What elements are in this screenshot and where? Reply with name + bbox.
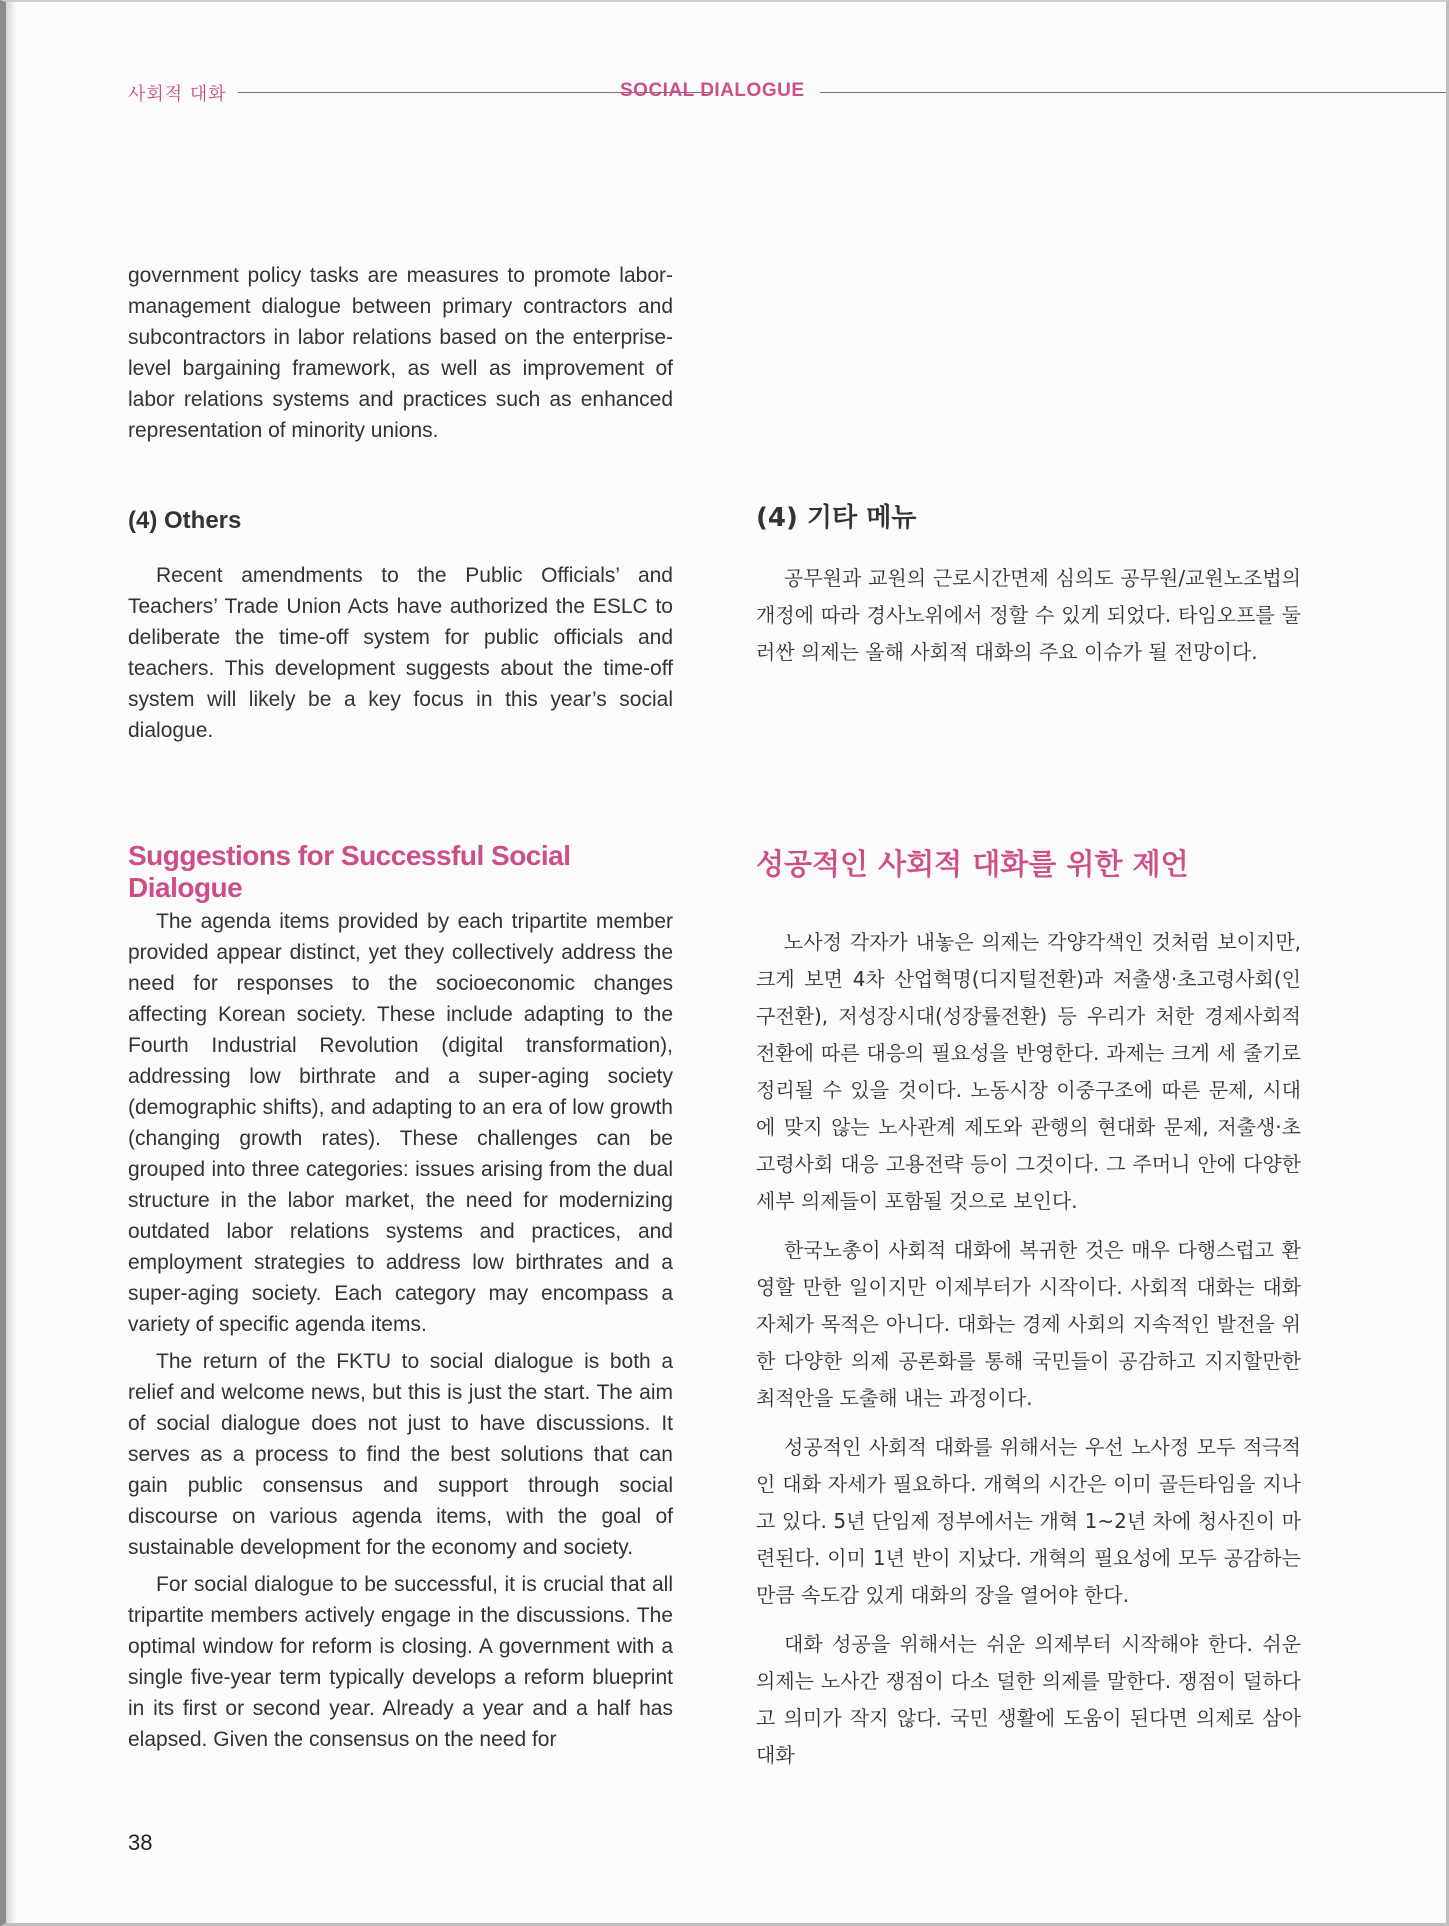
running-head-rule-right bbox=[820, 92, 1446, 93]
page-number: 38 bbox=[128, 1830, 153, 1855]
suggestions-heading-ko-block bbox=[756, 842, 1301, 883]
suggestions-paragraph-en-2: The return of the FKTU to social dialogue is both a relief and welcome news, but this is just the start. The aim of social dialogue does not just to have discussions. It serves as a process to find the best solutions that can gain public consensus and support through social discourse on various agenda items, with the goal of sustainable development for the economy and society. bbox=[128, 1350, 673, 1559]
suggestions-body-en bbox=[128, 906, 673, 1755]
suggestions-heading-en: Suggestions for Successful Social Dialogue bbox=[128, 840, 571, 903]
others-body-ko-block bbox=[756, 560, 1301, 671]
suggestions-heading-en-block bbox=[128, 840, 673, 904]
suggestions-paragraph-ko-1: 노사정 각자가 내놓은 의제는 각양각색인 것처럼 보이지만, 크게 보면 4차 산업혁명(디지털전환)과 저출생·초고령사회(인구전환), 저성장시대(성장률전환) 등 우리가 처한 경제사회적 전환에 따른 대응의 필요성을 반영한다. 과제는 크게 세 줄기로 정리될 수 있을 것이다. 노동시장 이중구조에 따른 문제, 시대에 맞지 않는 노사관계 제도와 관행의 현대화 문제, 저출생·초고령사회 대응 고용전략 등이 그것이다. 그 주머니 안에 다양한 세부 의제들이 포함될 것으로 보인다. bbox=[756, 930, 1301, 1213]
suggestions-paragraph-ko-2: 한국노총이 사회적 대화에 복귀한 것은 매우 다행스럽고 환영할 만한 일이지만 이제부터가 시작이다. 사회적 대화는 대화 자체가 목적은 아니다. 대화는 경제 사회의 지속적인 발전을 위한 다양한 의제 공론화를 통해 국민들이 공감하고 지지할만한 최적안을 도출해 내는 과정이다. bbox=[756, 1238, 1301, 1410]
others-body-en-block bbox=[128, 560, 673, 746]
suggestions-body-ko bbox=[756, 924, 1301, 1774]
running-head-english: SOCIAL DIALOGUE bbox=[620, 80, 805, 101]
suggestions-paragraph-ko-4: 대화 성공을 위해서는 쉬운 의제부터 시작해야 한다. 쉬운 의제는 노사간 쟁점이 다소 덜한 의제를 말한다. 쟁점이 덜하다고 의미가 작지 않다. 국민 생활에 도움이 된다면 의제로 삼아 대화 bbox=[756, 1632, 1301, 1767]
others-heading-ko: (4) 기타 메뉴 bbox=[756, 503, 917, 533]
intro-block-en bbox=[128, 260, 673, 446]
suggestions-paragraph-en-3: For social dialogue to be successful, it is crucial that all tripartite members actively engage in the discussions. The optimal window for reform is closing. A government with a single five-year term typically develops a reform blueprint in its first or second year. Already a year and a half has elapsed. Given the consensus on the need for bbox=[128, 1573, 673, 1751]
running-head bbox=[128, 80, 1446, 104]
others-heading-en: (4) Others bbox=[128, 507, 242, 534]
intro-paragraph-en: government policy tasks are measures to promote labor-management dialogue between primary contractors and subcontractors in labor relations based on the enterprise-level bargaining framework, as well as improvement of labor relations systems and practices such as enhanced representation of minority unions. bbox=[128, 264, 673, 442]
others-paragraph-ko: 공무원과 교원의 근로시간면제 심의도 공무원/교원노조법의 개정에 따라 경사노위에서 정할 수 있게 되었다. 타임오프를 둘러싼 의제는 올해 사회적 대화의 주요 이슈가 될 전망이다. bbox=[756, 566, 1301, 664]
others-heading-en-block bbox=[128, 507, 673, 535]
suggestions-paragraph-ko-3: 성공적인 사회적 대화를 위해서는 우선 노사정 모두 적극적인 대화 자세가 필요하다. 개혁의 시간은 이미 골든타임을 지나고 있다. 5년 단임제 정부에서는 개혁 1~2년 차에 청사진이 마련된다. 이미 1년 반이 지났다. 개혁의 필요성에 모두 공감하는 만큼 속도감 있게 대화의 장을 열어야 한다. bbox=[756, 1435, 1301, 1607]
others-heading-ko-block bbox=[756, 497, 1301, 534]
running-head-korean: 사회적 대화 bbox=[128, 84, 227, 105]
suggestions-paragraph-en-1: The agenda items provided by each tripartite member provided appear distinct, yet they collectively address the need for responses to the socioeconomic changes affecting Korean society. These include adapting to the Fourth Industrial Revolution (digital transformation), addressing low birthrate and a super-aging society (demographic shifts), and adapting to an era of low growth (changing growth rates). These challenges can be grouped into three categories: issues arising from the dual structure in the labor market, the need for modernizing outdated labor relations systems and practices, and employment strategies to address low birthrates and a super-aging society. Each category may encompass a variety of specific agenda items. bbox=[128, 910, 673, 1336]
others-paragraph-en: Recent amendments to the Public Officials’ and Teachers’ Trade Union Acts have authorized the ESLC to deliberate the time-off system for public officials and teachers. This development suggests about the time-off system will likely be a key focus in this year’s social dialogue. bbox=[128, 564, 673, 742]
suggestions-heading-ko: 성공적인 사회적 대화를 위한 제언 bbox=[756, 847, 1189, 881]
